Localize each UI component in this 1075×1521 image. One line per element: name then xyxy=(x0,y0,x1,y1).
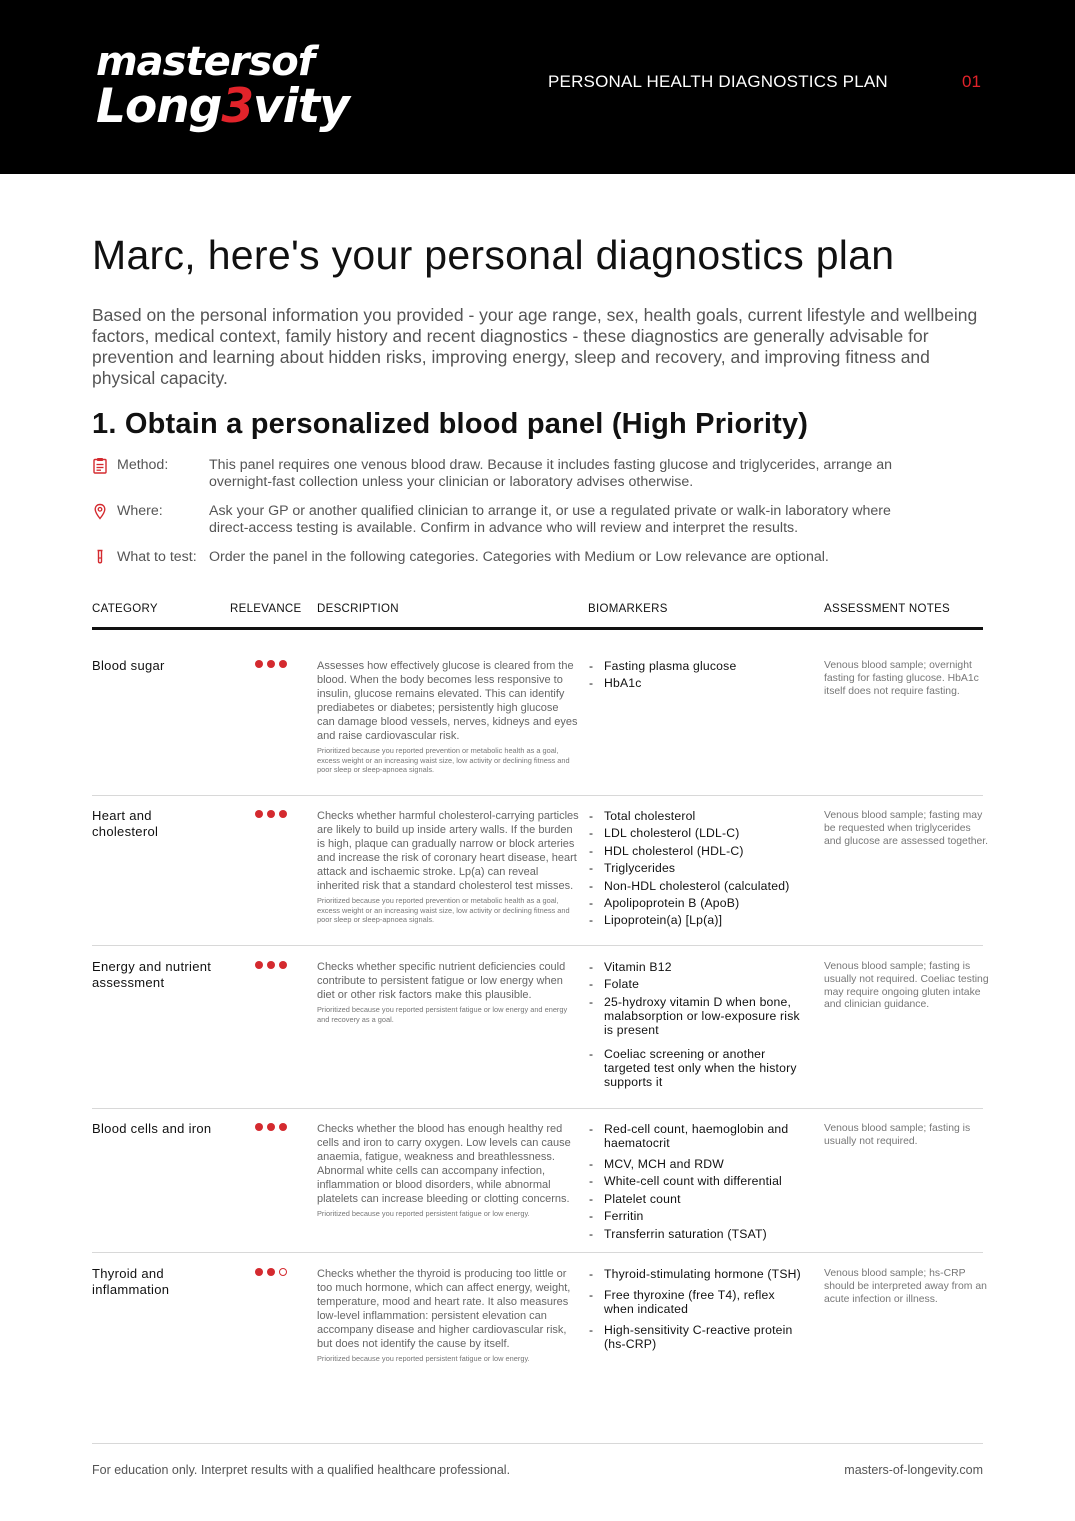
test-tube-icon xyxy=(92,549,108,566)
table-header-rule xyxy=(92,627,983,630)
biomarker-list xyxy=(588,659,806,694)
what-to-test-text: Order the panel in the following categories. Categories with Medium or Low relevance are optional. xyxy=(209,549,829,565)
page-number: 01 xyxy=(962,72,981,91)
column-header-category: CATEGORY xyxy=(92,603,158,615)
relevance-indicator xyxy=(255,961,287,969)
page-headline: Marc, here's your personal diagnostics plan xyxy=(92,232,895,278)
row-description xyxy=(317,1122,579,1219)
assessment-note: Venous blood sample; fasting may be requested when triglycerides and glucose are assessed together. xyxy=(824,810,989,847)
row-divider xyxy=(92,945,983,946)
biomarker-item: - Apolipoprotein B (ApoB) xyxy=(588,896,806,910)
description-text: Checks whether the blood has enough healthy red cells and iron to carry oxygen. Low levels can cause anaemia, fatigue, weakness and breathlessness. Abnormal white cells can accompany infection, inflammation or blood disorders, while abnormal platelets can increase bleeding or clotting concerns. xyxy=(317,1123,571,1205)
row-category: Blood cells and iron xyxy=(92,1121,212,1136)
logo-text-masters: masters xyxy=(96,39,272,85)
biomarker-item: - HbA1c xyxy=(588,676,806,690)
assessment-note: Venous blood sample; fasting is usually not required. Coeliac testing may require ongoing gluten intake and clinician guidance. xyxy=(824,961,989,1011)
row-category: Blood sugar xyxy=(92,658,165,673)
relevance-dot-filled xyxy=(267,1123,275,1131)
method-text: This panel requires one venous blood draw. Because it includes fasting glucose and triglycerides, arrange an overnight-fast collection unless your clinician or laboratory advises otherwise. xyxy=(209,457,892,490)
column-header-notes: ASSESSMENT NOTES xyxy=(824,603,951,615)
relevance-indicator xyxy=(255,1268,287,1276)
biomarker-list xyxy=(588,1122,806,1244)
footer-disclaimer: For education only. Interpret results with a qualified healthcare professional. xyxy=(92,1463,511,1477)
row-description xyxy=(317,1267,579,1364)
biomarker-item: - Triglycerides xyxy=(588,861,806,875)
row-divider xyxy=(92,1108,983,1109)
logo-text-long: Long xyxy=(96,79,222,134)
footer-rule xyxy=(92,1443,983,1444)
assessment-note: Venous blood sample; overnight fasting for fasting glucose. HbA1c itself does not require fasting. xyxy=(824,660,979,697)
biomarker-item: - Transferrin saturation (TSAT) xyxy=(588,1227,806,1241)
method-row xyxy=(92,457,982,491)
relevance-indicator xyxy=(255,810,287,818)
biomarker-item: - Total cholesterol xyxy=(588,809,806,823)
what-to-test-row xyxy=(92,549,982,566)
biomarker-item: - HDL cholesterol (HDL-C) xyxy=(588,844,806,858)
biomarker-item: - Folate xyxy=(588,977,806,991)
priority-note: Prioritized because you reported persistent fatigue or low energy. xyxy=(317,1354,530,1363)
biomarker-item: - Thyroid-stimulating hormone (TSH) xyxy=(588,1267,806,1281)
biomarker-item: - Ferritin xyxy=(588,1209,806,1223)
section-title: 1. Obtain a personalized blood panel (High Priority) xyxy=(92,408,809,440)
relevance-dot-filled xyxy=(255,961,263,969)
priority-note: Prioritized because you reported persistent fatigue or low energy and energy and recovery as a goal. xyxy=(317,1005,568,1024)
intro-paragraph: Based on the personal information you provided - your age range, sex, health goals, current lifestyle and wellbeing factors, medical context, family history and recent diagnostics - these diagnostics are generally advisable for prevention and learning about hidden risks, improving energy, sleep and recovery, and improving fitness and physical capacity. xyxy=(92,305,978,388)
clipboard-icon xyxy=(92,457,108,474)
row-description xyxy=(317,659,579,775)
biomarker-list xyxy=(588,1267,806,1354)
where-text: Ask your GP or another qualified clinician to arrange it, or use a regulated private or walk-in laboratory where direct-access testing is available. Confirm in advance who will review and interpret the results. xyxy=(209,503,891,536)
biomarker-list xyxy=(588,809,806,931)
relevance-dot-filled xyxy=(279,1123,287,1131)
biomarker-item: - Red-cell count, haemoglobin and haematocrit xyxy=(588,1122,806,1150)
description-text: Checks whether the thyroid is producing too little or too much hormone, which can affect energy, weight, temperature, mood and heart rate. It also measures low-level inflammation: persistent elevation can accompany disease and higher cardiovascular risk, but does not identify the cause by itself. xyxy=(317,1268,571,1350)
column-header-description: DESCRIPTION xyxy=(317,603,399,615)
priority-note: Prioritized because you reported persistent fatigue or low energy. xyxy=(317,1209,530,1218)
priority-note: Prioritized because you reported prevention or metabolic health as a goal, excess weight or an increasing waist size, low activity or declining fitness and poor sleep or sleep-apnoea signals. xyxy=(317,896,570,925)
priority-note: Prioritized because you reported prevention or metabolic health as a goal, excess weight or an increasing waist size, low activity or declining fitness and poor sleep or sleep-apnoea signals. xyxy=(317,746,570,775)
row-category: Heart and cholesterol xyxy=(92,808,159,839)
logo-accent-glyph: 3 xyxy=(221,79,254,134)
biomarker-item: - Vitamin B12 xyxy=(588,960,806,974)
relevance-dot-filled xyxy=(267,961,275,969)
biomarker-item: - MCV, MCH and RDW xyxy=(588,1157,806,1171)
relevance-dot-filled xyxy=(255,660,263,668)
relevance-indicator xyxy=(255,660,287,668)
relevance-dot-filled xyxy=(279,810,287,818)
relevance-dot-filled xyxy=(267,1268,275,1276)
description-text: Checks whether specific nutrient deficiencies could contribute to persistent fatigue or low energy when diet or other risk factors make this plausible. xyxy=(317,961,566,1001)
biomarker-list xyxy=(588,960,806,1092)
biomarker-item: - High-sensitivity C-reactive protein (hs-CRP) xyxy=(588,1323,806,1351)
relevance-dot-filled xyxy=(267,660,275,668)
biomarker-item: - Fasting plasma glucose xyxy=(588,659,806,673)
assessment-note: Venous blood sample; hs-CRP should be interpreted away from an acute infection or illness. xyxy=(824,1268,987,1305)
relevance-dot-filled xyxy=(279,660,287,668)
row-divider xyxy=(92,795,983,796)
logo-text-vity: vity xyxy=(253,79,349,134)
where-row xyxy=(92,503,982,537)
row-category: Thyroid and inflammation xyxy=(92,1266,170,1297)
relevance-dot-filled xyxy=(255,1123,263,1131)
brand-logo xyxy=(96,39,349,134)
document-title: PERSONAL HEALTH DIAGNOSTICS PLAN xyxy=(548,72,888,91)
footer-website-link[interactable]: masters-of-longevity.com xyxy=(844,1463,983,1477)
row-description xyxy=(317,809,579,925)
location-pin-icon xyxy=(92,503,108,520)
biomarker-item: - 25-hydroxy vitamin D when bone, malabsorption or low-exposure risk is present xyxy=(588,995,806,1037)
biomarker-item: - Free thyroxine (free T4), reflex when indicated xyxy=(588,1288,806,1316)
page-header xyxy=(0,0,1075,174)
biomarker-item: - Coeliac screening or another targeted test only when the history supports it xyxy=(588,1047,806,1089)
row-category: Energy and nutrient assessment xyxy=(92,959,212,990)
relevance-dot-filled xyxy=(267,810,275,818)
biomarker-item: - White-cell count with differential xyxy=(588,1174,806,1188)
what-to-test-label: What to test: xyxy=(117,549,197,565)
biomarker-item: - Platelet count xyxy=(588,1192,806,1206)
where-label: Where: xyxy=(117,503,163,519)
relevance-dot-filled xyxy=(279,961,287,969)
biomarker-item: - Non-HDL cholesterol (calculated) xyxy=(588,879,806,893)
relevance-dot-filled xyxy=(255,810,263,818)
description-text: Checks whether harmful cholesterol-carrying particles are likely to build up inside artery walls. If the burden is high, plaque can gradually narrow or block arteries and increase the risk of coronary heart disease, heart attack and ischaemic stroke. Lp(a) can reveal inherited risk that a standard cholesterol test misses. xyxy=(317,810,579,892)
biomarker-item: - LDL cholesterol (LDL-C) xyxy=(588,826,806,840)
relevance-dot-filled xyxy=(255,1268,263,1276)
logo-text-of: of xyxy=(271,39,315,85)
relevance-indicator xyxy=(255,1123,287,1131)
column-header-relevance: RELEVANCE xyxy=(230,603,302,615)
row-description xyxy=(317,960,579,1024)
column-header-biomarkers: BIOMARKERS xyxy=(588,603,668,615)
assessment-note: Venous blood sample; fasting is usually not required. xyxy=(824,1123,971,1147)
biomarker-item: - Lipoprotein(a) [Lp(a)] xyxy=(588,913,806,927)
method-label: Method: xyxy=(117,457,169,473)
relevance-dot-empty xyxy=(279,1268,287,1276)
row-divider xyxy=(92,1252,983,1253)
description-text: Assesses how effectively glucose is cleared from the blood. When the body becomes less responsive to insulin, glucose remains elevated. This can identify prediabetes or diabetes; persistently high glucose can damage blood vessels, nerves, kidneys and eyes and raise cardiovascular risk. xyxy=(317,660,578,742)
